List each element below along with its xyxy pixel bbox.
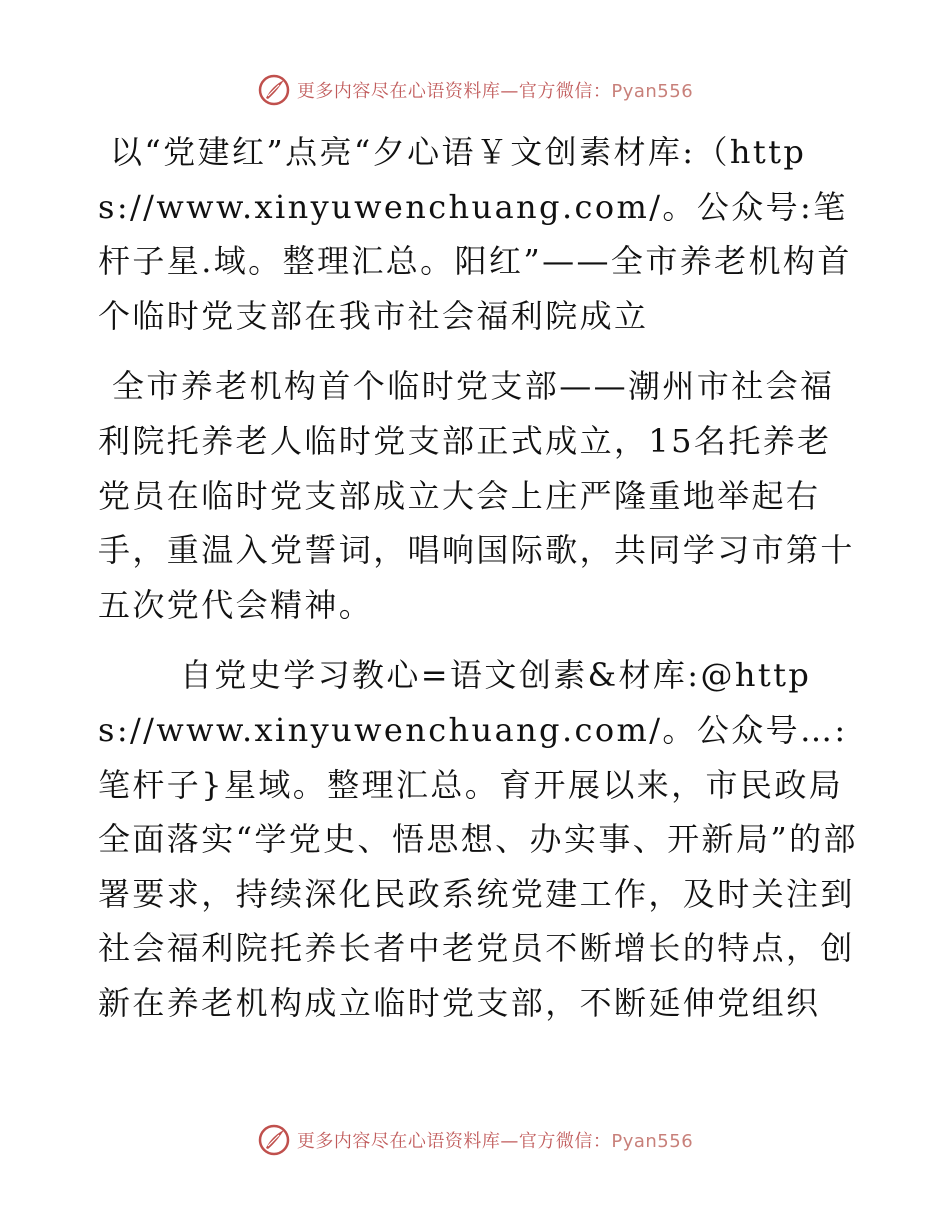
header-banner xyxy=(0,70,950,110)
paragraph-2: 全市养老机构首个临时党支部——潮州市社会福利院托养老人临时党支部正式成立，15名托养老党员在临时党支部成立大会上庄严隆重地举起右手，重温入党誓词，唱响国际歌，共同学习市第十五次党代会精神。 xyxy=(98,367,855,624)
header-wechat-id: Pyan556 xyxy=(611,81,694,102)
paragraph-1: 以“党建红”点亮“夕心语￥文创素材库:（https://www.xinyuwenchuang.com/。公众号:笔杆子星.域。整理汇总。阳红”——全市养老机构首个临时党支部在我市社会福利院成立 xyxy=(98,133,852,335)
feather-pen-logo-icon xyxy=(257,73,291,107)
document-body xyxy=(98,125,858,1031)
header-banner-text: 更多内容尽在心语资料库—官方微信：Pyan556 xyxy=(296,81,694,102)
paragraph-3: 自党史学习教心=语文创素&材库:@https://www.xinyuwenchuang.com/。公众号…:笔杆子}星域。整理汇总。育开展以来，市民政局全面落实“学党史、悟思想、办实事、开新局”的部署要求，持续深化民政系统党建工作，及时关注到社会福利院托养长者中老党员不断增长的特点，创新在养老机构成立临时党支部，不断延伸党组织 xyxy=(98,656,858,1022)
footer-wechat-id: Pyan556 xyxy=(611,1131,694,1152)
footer-banner xyxy=(0,1120,950,1160)
footer-banner-text: 更多内容尽在心语资料库—官方微信：Pyan556 xyxy=(296,1131,694,1152)
feather-pen-logo-icon xyxy=(257,1123,291,1157)
